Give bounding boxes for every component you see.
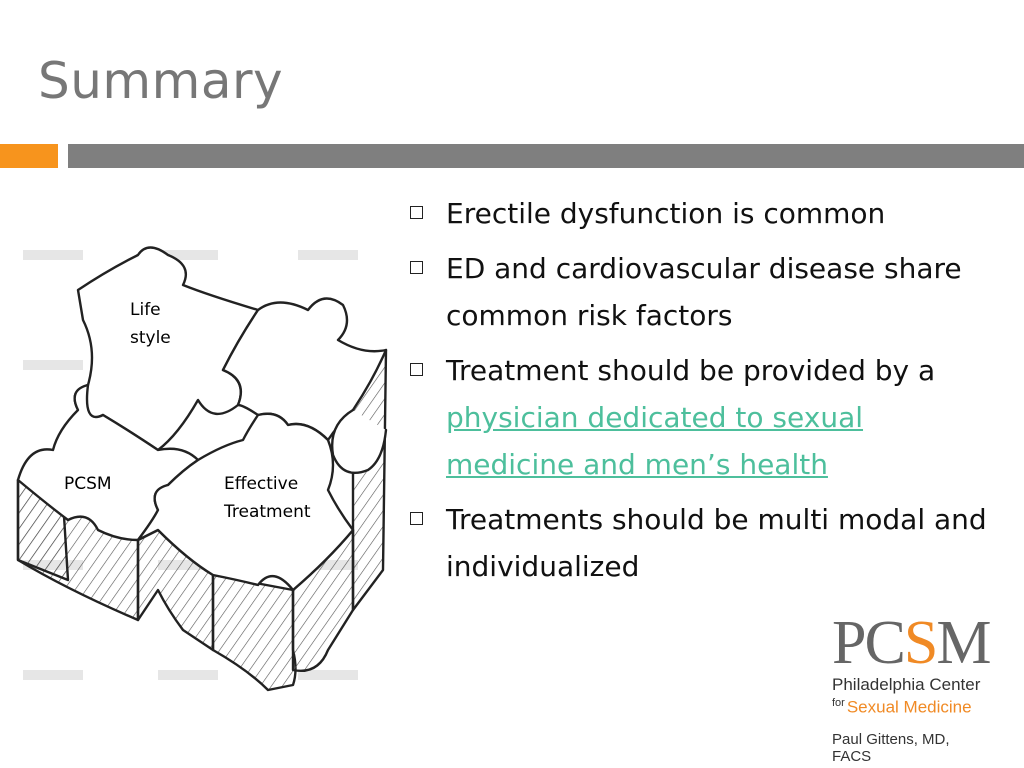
square-bullet-icon: [410, 261, 423, 274]
square-bullet-icon: [410, 363, 423, 376]
logo-name-line2: [832, 694, 992, 717]
logo-for: for: [832, 697, 845, 709]
bullet-item: [410, 347, 1000, 488]
lifestyle-label-line1: Life: [130, 300, 161, 320]
pcsm-label: PCSM: [64, 474, 112, 494]
pcsm-logo: [832, 609, 992, 765]
bullet-item: [410, 496, 1000, 590]
bullet-text: ED and cardiovascular disease share common risk factors: [446, 252, 962, 332]
bullet-text: Treatment should be provided by a: [446, 354, 936, 387]
lifestyle-label-line2: style: [130, 328, 171, 348]
logo-mark: [832, 609, 992, 677]
logo-author: Paul Gittens, MD, FACS: [832, 730, 950, 765]
effective-label-line1: Effective: [224, 474, 299, 494]
square-bullet-icon: [410, 206, 423, 219]
slide-title: Summary: [38, 52, 284, 110]
effective-treatment-label: [224, 470, 311, 526]
physician-link[interactable]: physician dedicated to sexual medicine and men’s health: [446, 401, 864, 481]
bullet-item: [410, 190, 1000, 237]
logo-sexual-medicine: Sexual Medicine: [846, 697, 972, 717]
bullet-text: Erectile dysfunction is common: [446, 197, 886, 230]
logo-mark-pc: PC: [832, 609, 904, 677]
puzzle-pieces-icon: [8, 230, 393, 700]
logo-name-line1: Philadelphia Center: [832, 675, 981, 694]
bullet-list: [410, 190, 1000, 598]
puzzle-illustration: [8, 230, 393, 700]
logo-mark-m: M: [936, 609, 990, 677]
bullet-item: [410, 245, 1000, 339]
square-bullet-icon: [410, 512, 423, 525]
accent-bar-orange: [0, 144, 58, 168]
logo-mark-s: S: [903, 609, 937, 677]
effective-label-line2: Treatment: [224, 502, 311, 522]
bullet-text: Treatments should be multi modal and individualized: [446, 503, 987, 583]
accent-bar-gray: [68, 144, 1024, 168]
lifestyle-label: [130, 296, 171, 352]
